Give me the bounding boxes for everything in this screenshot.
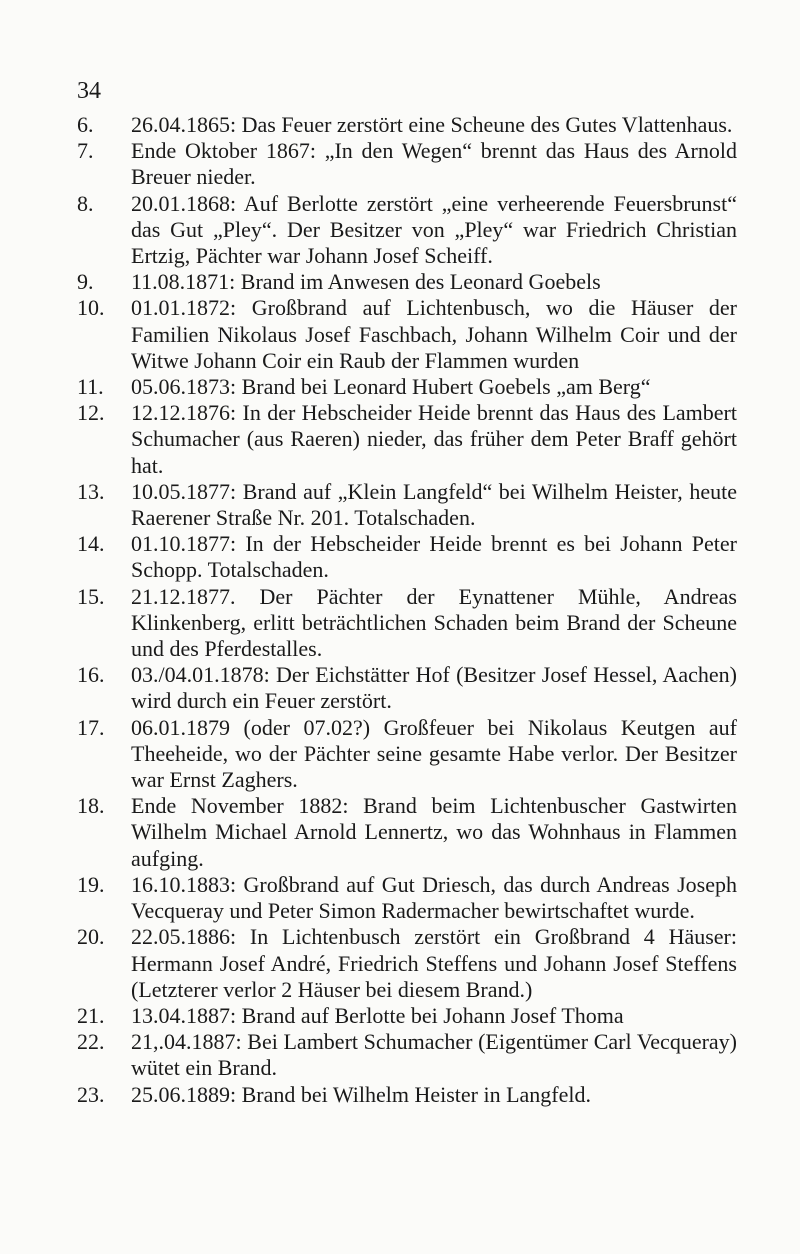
- list-item: [77, 191, 737, 270]
- entry-text: 12.12.1876: In der Hebscheider Heide brennt das Haus des Lambert Schumacher (aus Raeren) nieder, das früher dem Peter Braff gehört hat.: [131, 400, 737, 478]
- list-item: [77, 872, 737, 924]
- list-item: [77, 1082, 737, 1108]
- list-item: [77, 269, 737, 295]
- entry-text: Ende November 1882: Brand beim Lichtenbuscher Gastwirten Wilhelm Michael Arnold Lennertz, wo das Wohnhaus in Flammen aufging.: [131, 793, 737, 871]
- entry-number: 14.: [77, 531, 105, 557]
- list-item: [77, 479, 737, 531]
- entry-text: 16.10.1883: Großbrand auf Gut Driesch, das durch Andreas Joseph Vecqueray und Peter Simon Radermacher bewirtschaftet wurde.: [131, 871, 737, 924]
- list-item: [77, 924, 737, 1003]
- entry-number: 11.: [77, 374, 104, 400]
- entry-number: 19.: [77, 871, 105, 897]
- entry-text: Ende Oktober 1867: „In den Wegen“ brennt das Haus des Arnold Breuer nieder.: [131, 138, 737, 190]
- entry-number: 22.: [77, 1029, 105, 1055]
- entry-number: 13.: [77, 478, 105, 504]
- entry-number: 15.: [77, 583, 105, 609]
- entry-text: 21.12.1877. Der Pächter der Eynattener Mühle, Andreas Klinkenberg, erlitt beträchtlichen Schaden beim Brand der Scheune und des Pferdestalles.: [131, 583, 737, 662]
- entry-number: 8.: [77, 190, 94, 216]
- list-item: [77, 715, 737, 794]
- list-item: [77, 584, 737, 663]
- list-item: [77, 400, 737, 479]
- entry-number: 6.: [77, 112, 94, 137]
- entry-number: 23.: [77, 1081, 105, 1107]
- entry-text: 25.06.1889: Brand bei Wilhelm Heister in Langfeld.: [131, 1081, 592, 1107]
- list-item: [77, 374, 737, 400]
- entry-text: 22.05.1886: In Lichtenbusch zerstört ein Großbrand 4 Häuser: Hermann Josef André, Friedrich Steffens und Johann Josef Steffens (Letzterer verlor 2 Häuser bei diesem Brand.): [131, 924, 737, 1002]
- entry-text: 01.01.1872: Großbrand auf Lichtenbusch, wo die Häuser der Familien Nikolaus Josef Faschbach, Johann Wilhelm Coir und der Witwe Johann Coir ein Raub der Flammen wurden: [131, 295, 737, 373]
- list-item: [77, 138, 737, 190]
- entry-number: 17.: [77, 714, 105, 740]
- entry-number: 21.: [77, 1002, 105, 1028]
- entry-text: 21,.04.1887: Bei Lambert Schumacher (Eigentümer Carl Vecqueray) wütet ein Brand.: [131, 1029, 737, 1081]
- list-item: [77, 1003, 737, 1029]
- entry-text: 11.08.1871: Brand im Anwesen des Leonard Goebels: [131, 269, 601, 295]
- entry-number: 9.: [77, 269, 94, 295]
- list-item: [77, 793, 737, 872]
- list-item: [77, 1029, 737, 1081]
- entry-text: 26.04.1865: Das Feuer zerstört eine Scheune des Gutes Vlattenhaus.: [131, 112, 733, 137]
- fire-chronicle-list: [77, 112, 737, 1108]
- list-item: [77, 531, 737, 583]
- entry-number: 18.: [77, 793, 105, 819]
- entry-text: 10.05.1877: Brand auf „Klein Langfeld“ bei Wilhelm Heister, heute Raerener Straße Nr. 201. Totalschaden.: [131, 478, 737, 531]
- entry-text: 03./04.01.1878: Der Eichstätter Hof (Besitzer Josef Hessel, Aachen) wird durch ein Feuer zerstört.: [131, 662, 737, 714]
- entry-number: 7.: [77, 138, 94, 164]
- entry-text: 06.01.1879 (oder 07.02?) Großfeuer bei Nikolaus Keutgen auf Theeheide, wo der Pächter seine gesamte Habe verlor. Der Besitzer war Ernst Zaghers.: [131, 714, 737, 793]
- entry-number: 10.: [77, 295, 105, 321]
- entry-text: 20.01.1868: Auf Berlotte zerstört „eine verheerende Feuersbrunst“ das Gut „Pley“. Der Besitzer von „Pley“ war Friedrich Christian Ertzig, Pächter war Johann Josef Scheiff.: [131, 190, 737, 269]
- entry-text: 05.06.1873: Brand bei Leonard Hubert Goebels „am Berg“: [131, 374, 651, 400]
- entry-number: 16.: [77, 662, 105, 688]
- entry-text: 13.04.1887: Brand auf Berlotte bei Johann Josef Thoma: [131, 1002, 624, 1028]
- entry-text: 01.10.1877: In der Hebscheider Heide brennt es bei Johann Peter Schopp. Totalschaden.: [131, 531, 737, 583]
- list-item: [77, 662, 737, 714]
- entry-number: 20.: [77, 924, 105, 950]
- page-number: 34: [77, 78, 101, 104]
- list-item: [77, 295, 737, 374]
- list-item: [77, 112, 737, 138]
- entry-number: 12.: [77, 400, 105, 426]
